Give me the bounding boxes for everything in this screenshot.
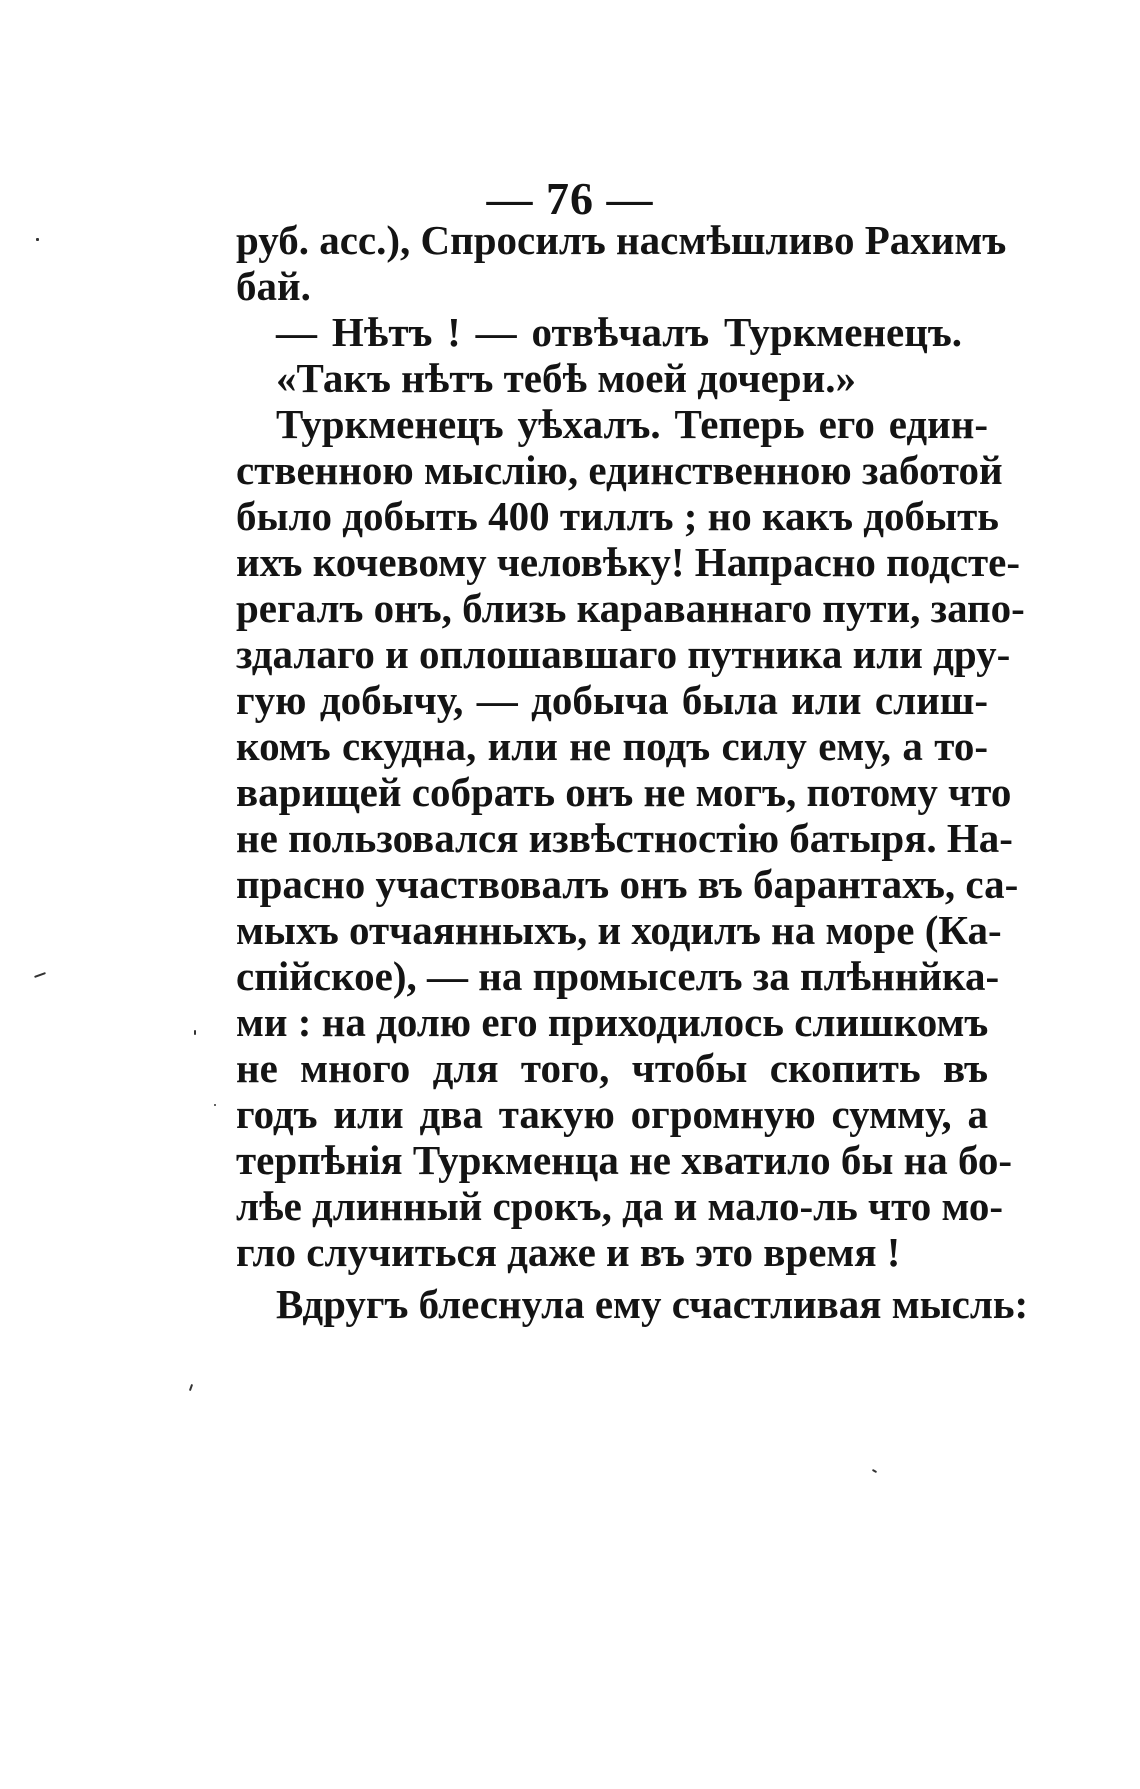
text-line: ихъ кочевому человѣку! Напрасно подсте- (236, 539, 1021, 585)
text-line: спійское), — на промыселъ за плѣннйка- (236, 953, 1000, 999)
scan-speck (214, 1104, 216, 1106)
text-line: ственною мыслію, единственною заботой (236, 447, 1003, 493)
scan-speck (36, 238, 39, 241)
text-line: регалъ онъ, близь караваннаго пути, запо- (236, 585, 1025, 631)
text-line: Вдругъ блеснула ему счастливая мысль: (276, 1281, 1029, 1327)
text-line: не пользовался извѣстностію батыря. На- (236, 815, 1013, 861)
text-line: — Нѣтъ ! — отвѣчалъ Туркменецъ. (276, 309, 962, 355)
page-number: — 76 — (486, 173, 654, 224)
text-line: терпѣнія Туркменца не хватило бы на бо- (236, 1137, 1013, 1183)
text-line: годъ или два такую огромную сумму, а (236, 1091, 988, 1137)
text-line: не много для того, чтобы скопить въ (236, 1045, 988, 1091)
text-line: «Такъ нѣтъ тебѣ моей дочери.» (276, 355, 856, 401)
text-line: лѣе длинный срокъ, да и мало-ль что мо- (236, 1183, 1004, 1229)
text-line: руб. асс.), Спросилъ насмѣшливо Рахимъ (236, 217, 1007, 263)
text-line: здалаго и оплошавшаго путника или дру- (236, 631, 1011, 677)
text-line: прасно участвовалъ онъ въ барантахъ, са- (236, 861, 1019, 907)
text-line: гую добычу, — добыча была или слиш- (236, 677, 988, 723)
text-line: варищей собрать онъ не могъ, потому что (236, 769, 1012, 815)
text-line: мыхъ отчаянныхъ, и ходилъ на море (Ка- (236, 907, 1002, 953)
text-line: бай. (236, 263, 311, 309)
text-line: комъ скудна, или не подъ силу ему, а то- (236, 723, 988, 769)
text-line: было добыть 400 тиллъ ; но какъ добыть (236, 493, 999, 539)
scan-speck (194, 1030, 196, 1035)
text-line: гло случиться даже и въ это время ! (236, 1229, 901, 1275)
text-line: ми : на долю его приходилось слишкомъ (236, 999, 989, 1045)
text-line: Туркменецъ уѣхалъ. Теперь его един- (276, 401, 988, 447)
